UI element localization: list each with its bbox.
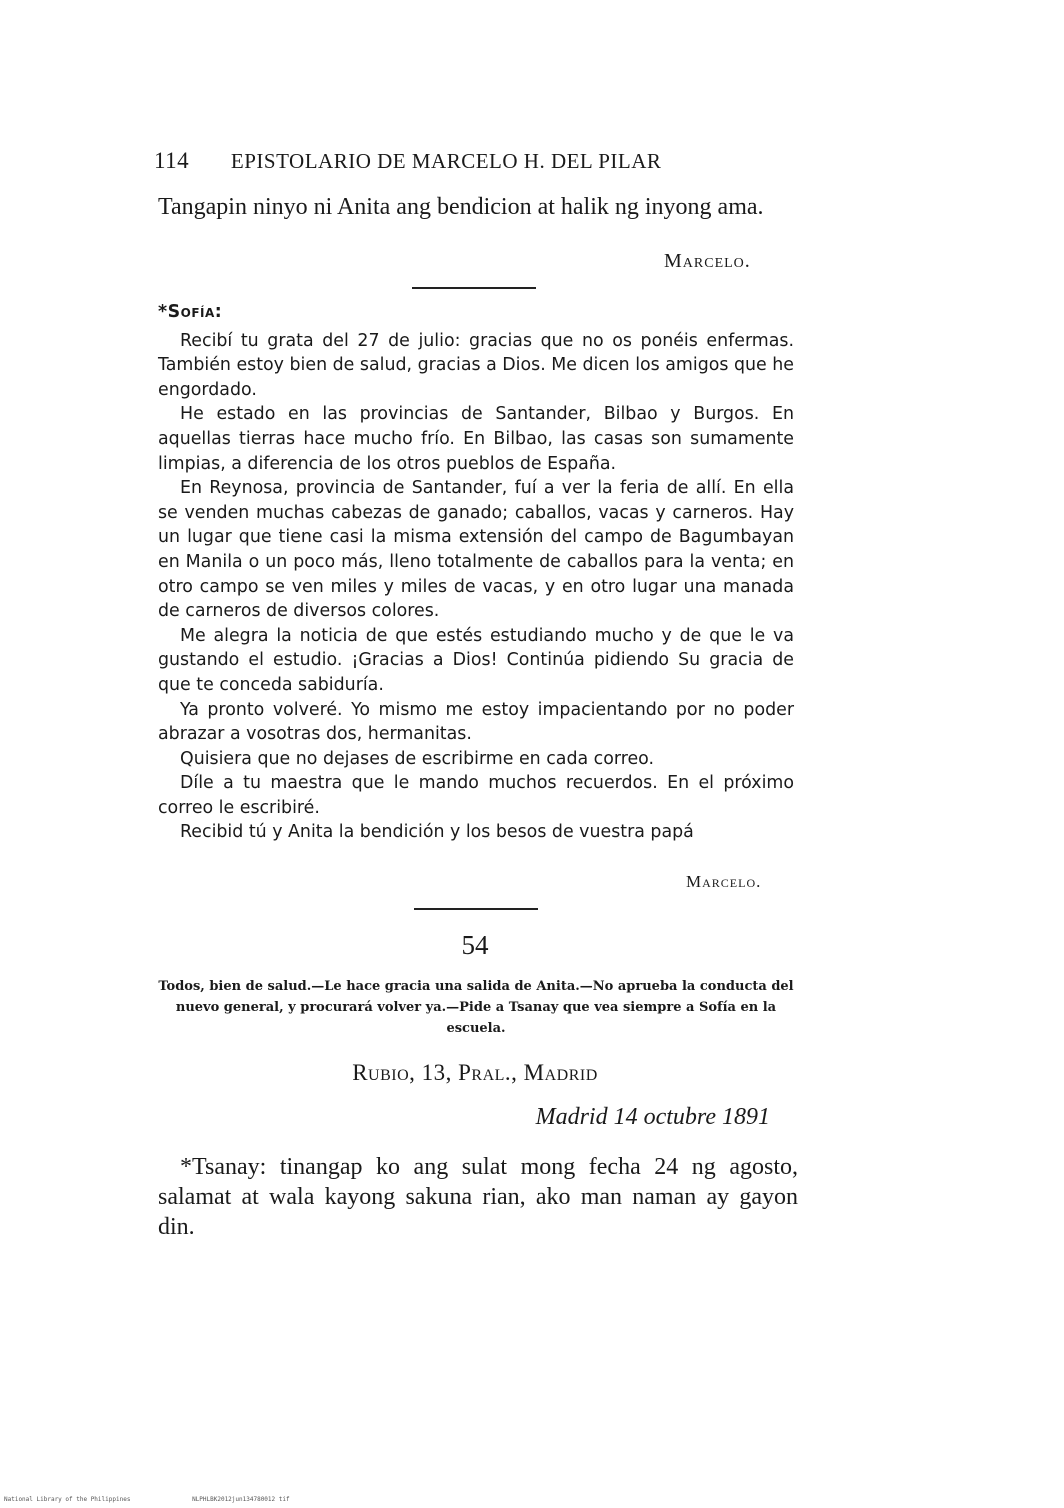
scan-footer	[4, 1496, 348, 1503]
letter-opening-tsanay: *Tsanay: tinangap ko ang sulat mong fecha 24 ng agosto, salamat at wala kayong sakuna rian, ako man naman ay gayon din.	[158, 1154, 798, 1240]
letter-address: Rubio, 13, Pral., Madrid	[352, 1060, 598, 1085]
signature-1: Marcelo.	[664, 250, 751, 272]
section-divider-1	[412, 287, 536, 289]
paragraph-1: Recibí tu grata del 27 de julio: gracias que no os ponéis enfermas. También estoy bien de salud, gracias a Dios. Me dicen los amigos que he engordado.	[158, 330, 794, 400]
paragraph-7: Díle a tu maestra que le mando muchos recuerdos. En el próximo correo le escribiré.	[158, 773, 794, 818]
footer-library: National Library of the Philippines	[4, 1496, 131, 1503]
letter-number: 54	[461, 930, 489, 960]
paragraph-4: Me alegra la noticia de que estés estudiando mucho y de que le va gustando el estudio. ¡Gracias a Dios! Continúa pidiendo Su gracia de que te conceda sabiduría.	[158, 625, 794, 695]
paragraph-8: Recibid tú y Anita la bendición y los besos de vuestra papá	[180, 822, 694, 843]
running-title: EPISTOLARIO DE MARCELO H. DEL PILAR	[230, 149, 662, 173]
paragraph-3: En Reynosa, provincia de Santander, fuí a ver la feria de allí. En ella se venden muchas cabezas de ganado; caballos, vacas y carneros. Hay un lugar que tiene casi la misma extensión del campo de Bagumbayan en Manila o un poco más, lleno totalmente de caballos para la venta; en otro campo se ven miles y miles de vacas, y en otro lugar una manada de carneros de diversos colores.	[158, 478, 794, 622]
salutation-sofia: *Sofía:	[158, 302, 223, 322]
page-header	[154, 148, 794, 174]
letter-summary: Todos, bien de salud.—Le hace gracia una salida de Anita.—No aprueba la conducta del nuevo general, y procurará volver ya.—Pide a Tsanay que vea siempre a Sofía en la escuela.	[158, 979, 794, 1036]
paragraph-2: He estado en las provincias de Santander, Bilbao y Burgos. En aquellas tierras hace mucho frío. En Bilbao, las casas son sumamente limpias, a diferencia de los otros pueblos de España.	[158, 404, 794, 474]
paragraph-6: Quisiera que no dejases de escribirme en cada correo.	[180, 748, 655, 769]
signature-2: Marcelo.	[686, 872, 762, 891]
footer-record: NLPHLBK2012jun134780012 tif	[192, 1496, 290, 1503]
letter-sofia	[158, 300, 794, 845]
paragraph-5: Ya pronto volveré. Yo mismo me estoy impacientando por no poder abrazar a vosotras dos, hermanitas.	[158, 699, 794, 745]
letter-date: Madrid 14 octubre 1891	[535, 1104, 770, 1130]
page-number: 114	[154, 148, 190, 173]
section-divider-2	[414, 908, 538, 910]
closing-tagalog-line: Tangapin ninyo ni Anita ang bendicion at halik ng inyong ama.	[158, 194, 764, 220]
